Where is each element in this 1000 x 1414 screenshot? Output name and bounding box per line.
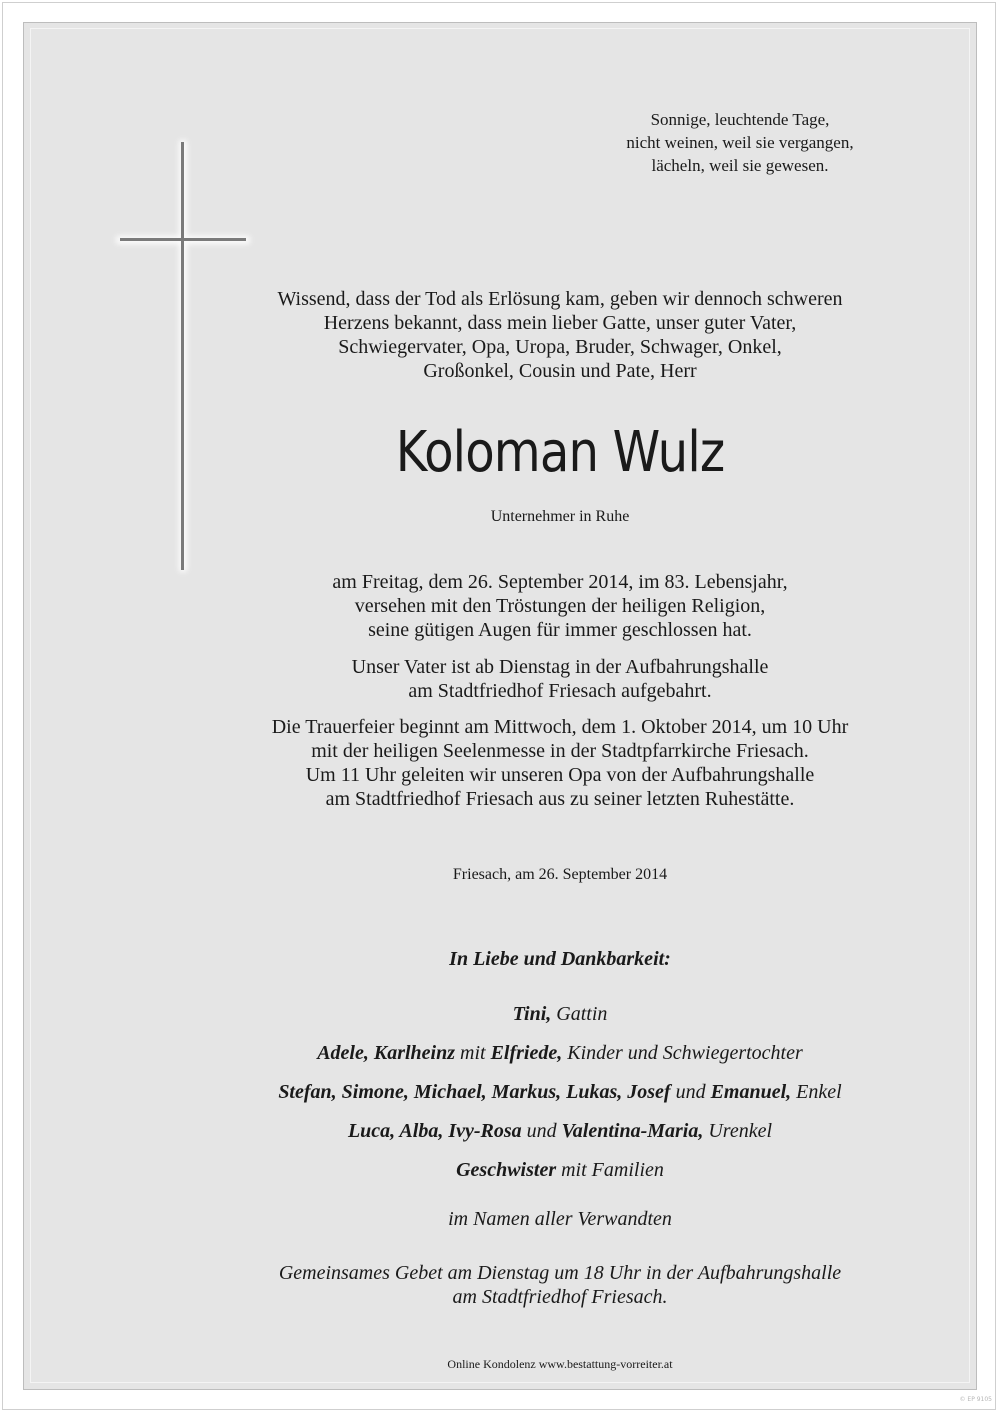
prayer-line: am Stadtfriedhof Friesach. [452, 1286, 668, 1308]
mourner-line [160, 1040, 960, 1066]
paragraph-line: seine gütigen Augen für immer geschlossen hat. [368, 619, 752, 641]
intro-line: Wissend, dass der Tod als Erlösung kam, geben wir dennoch schweren [277, 288, 843, 310]
mourner-names: Tini, [512, 1003, 552, 1025]
mourner-line [160, 1157, 960, 1183]
quote-line: lächeln, weil sie gewesen. [651, 156, 829, 175]
paragraph-line: Unser Vater ist ab Dienstag in der Aufbahrungshalle [351, 656, 769, 678]
paragraph-line: Die Trauerfeier beginnt am Mittwoch, dem 1. Oktober 2014, um 10 Uhr [271, 716, 849, 738]
paragraph-line: am Freitag, dem 26. September 2014, im 83. Lebensjahr, [332, 571, 788, 593]
paragraph-line: am Stadtfriedhof Friesach aufgebahrt. [408, 680, 712, 702]
mourner-line [160, 1118, 960, 1144]
mourner-names: Stefan, Simone, Michael, Markus, Lukas, Josef [278, 1081, 671, 1103]
mourner-line [160, 1079, 960, 1105]
deceased-occupation: Unternehmer in Ruhe [490, 508, 630, 525]
intro-line: Großonkel, Cousin und Pate, Herr [423, 360, 697, 382]
online-condolence-link[interactable]: Online Kondolenz www.bestattung-vorreiter.at [447, 1357, 673, 1371]
mourner-line [160, 1001, 960, 1027]
prayer-line: Gemeinsames Gebet am Dienstag um 18 Uhr in der Aufbahrungshalle [278, 1262, 842, 1284]
copyright-mark: © EP 9105 [959, 1396, 992, 1403]
mourner-names: Emanuel, [710, 1081, 792, 1103]
relatives-line: im Namen aller Verwandten [448, 1208, 672, 1230]
quote-line: Sonnige, leuchtende Tage, [650, 110, 830, 129]
mourner-names: Luca, Alba, Ivy-Rosa [347, 1120, 522, 1142]
mourner-names: Geschwister [456, 1159, 557, 1181]
paragraph-line: versehen mit den Tröstungen der heiligen Religion, [354, 595, 766, 617]
mourner-relation: Kinder und Schwiegertochter [562, 1042, 803, 1064]
paragraph-line: mit der heiligen Seelenmesse in der Stadtpfarrkirche Friesach. [311, 740, 809, 762]
quote-line: nicht weinen, weil sie vergangen, [626, 133, 854, 152]
mourner-relation: Gattin [551, 1003, 608, 1025]
viewing-paragraph [180, 655, 940, 703]
mourner-relation: Urenkel [703, 1120, 773, 1142]
intro-line: Herzens bekannt, dass mein lieber Gatte, unser guter Vater, [323, 312, 797, 334]
intro-line: Schwiegervater, Opa, Uropa, Bruder, Schwager, Onkel, [338, 336, 782, 358]
mourner-connector: und [521, 1120, 562, 1142]
mourner-relation: mit Familien [556, 1159, 664, 1181]
place-and-date: Friesach, am 26. September 2014 [452, 866, 668, 883]
paragraph-line: am Stadtfriedhof Friesach aus zu seiner letzten Ruhestätte. [325, 788, 795, 810]
intro-text [180, 287, 940, 383]
mourner-names: Adele, Karlheinz [317, 1042, 456, 1064]
death-notice-paragraph [180, 570, 940, 642]
funeral-paragraph [180, 715, 940, 811]
mourner-relation: Enkel [791, 1081, 842, 1103]
signature-heading: In Liebe und Dankbarkeit: [449, 948, 671, 970]
prayer-notice [200, 1261, 920, 1309]
mourner-names: Elfriede, [490, 1042, 563, 1064]
mourner-names: Valentina-Maria, [561, 1120, 704, 1142]
paragraph-line: Um 11 Uhr geleiten wir unseren Opa von der Aufbahrungshalle [305, 764, 815, 786]
mourner-connector: mit [455, 1042, 491, 1064]
deceased-name: Koloman Wulz [395, 420, 725, 485]
opening-quote [560, 108, 920, 177]
mourner-connector: und [670, 1081, 711, 1103]
